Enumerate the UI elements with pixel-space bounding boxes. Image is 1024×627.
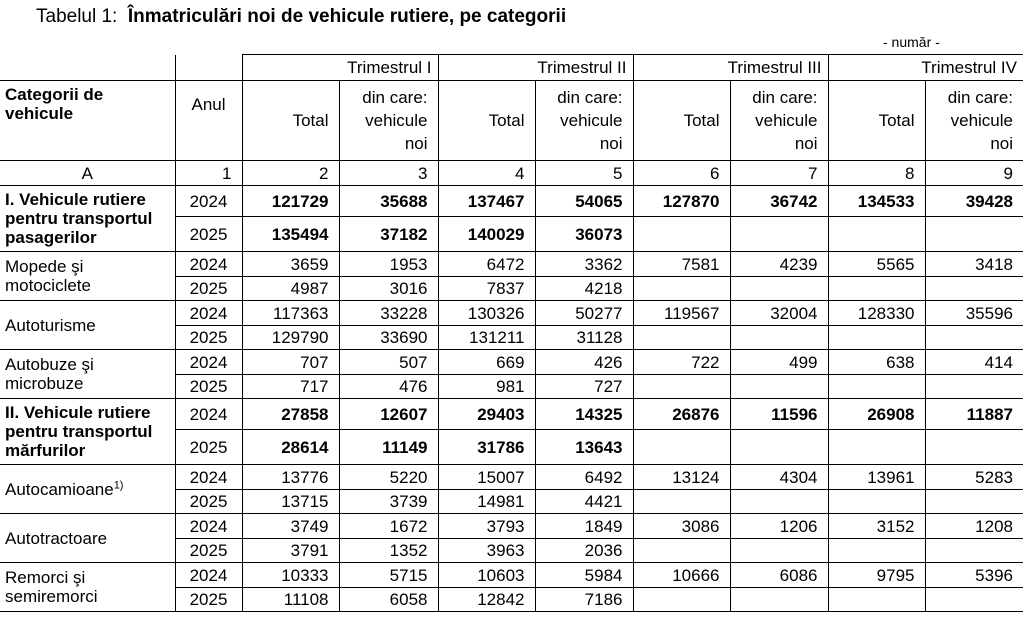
value-cell: 11149 <box>339 430 438 465</box>
value-cell: 5715 <box>339 563 438 588</box>
value-cell: 5565 <box>828 252 925 277</box>
category-cell <box>0 399 175 465</box>
value-cell: 7186 <box>535 588 633 612</box>
value-cell: 12842 <box>438 588 535 612</box>
year-cell: 2024 <box>175 186 242 217</box>
year-cell: 2025 <box>175 277 242 301</box>
value-cell <box>925 430 1023 465</box>
value-cell: 10603 <box>438 563 535 588</box>
value-cell: 5220 <box>339 465 438 490</box>
value-cell: 707 <box>242 350 339 375</box>
value-cell <box>730 430 828 465</box>
value-cell: 638 <box>828 350 925 375</box>
value-cell: 11887 <box>925 399 1023 430</box>
value-cell <box>730 217 828 252</box>
value-cell: 1206 <box>730 514 828 539</box>
category-label: I. Vehicule rutiere pentru transportul pasagerilor <box>5 190 153 247</box>
quarter-4-header: Trimestrul IV <box>828 55 1023 81</box>
value-cell: 4304 <box>730 465 828 490</box>
value-cell <box>633 326 730 350</box>
table-row <box>0 301 1023 326</box>
value-cell: 981 <box>438 375 535 399</box>
value-cell <box>730 490 828 514</box>
category-cell <box>0 514 175 563</box>
value-cell <box>925 539 1023 563</box>
value-cell: 29403 <box>438 399 535 430</box>
category-label: Autobuze şi microbuze <box>5 355 94 393</box>
value-cell: 7837 <box>438 277 535 301</box>
value-cell: 28614 <box>242 430 339 465</box>
value-cell: 2036 <box>535 539 633 563</box>
value-cell: 426 <box>535 350 633 375</box>
category-label: Remorci şi semiremorci <box>5 568 98 606</box>
table-row <box>0 514 1023 539</box>
value-cell: 6472 <box>438 252 535 277</box>
value-cell: 134533 <box>828 186 925 217</box>
q3-total-header: Total <box>633 81 730 161</box>
table-row <box>0 465 1023 490</box>
value-cell: 10333 <box>242 563 339 588</box>
registrations-table <box>0 54 1023 612</box>
value-cell <box>633 539 730 563</box>
value-cell: 39428 <box>925 186 1023 217</box>
column-index: 3 <box>339 161 438 186</box>
quarter-1-header: Trimestrul I <box>242 55 438 81</box>
value-cell: 131211 <box>438 326 535 350</box>
year-cell: 2025 <box>175 326 242 350</box>
table-title <box>36 6 566 28</box>
year-cell: 2024 <box>175 514 242 539</box>
value-cell: 13715 <box>242 490 339 514</box>
category-cell <box>0 465 175 514</box>
value-cell: 13776 <box>242 465 339 490</box>
value-cell: 3016 <box>339 277 438 301</box>
year-cell: 2025 <box>175 539 242 563</box>
value-cell <box>828 217 925 252</box>
value-cell: 1849 <box>535 514 633 539</box>
value-cell: 3793 <box>438 514 535 539</box>
value-cell: 717 <box>242 375 339 399</box>
value-cell: 54065 <box>535 186 633 217</box>
value-cell: 121729 <box>242 186 339 217</box>
year-cell: 2025 <box>175 430 242 465</box>
value-cell: 3791 <box>242 539 339 563</box>
value-cell: 26908 <box>828 399 925 430</box>
q4-total-header: Total <box>828 81 925 161</box>
value-cell <box>925 375 1023 399</box>
value-cell <box>925 277 1023 301</box>
value-cell: 14981 <box>438 490 535 514</box>
q2-new-header: din care: vehicule noi <box>535 81 633 161</box>
category-cell <box>0 301 175 350</box>
value-cell: 36073 <box>535 217 633 252</box>
value-cell: 3659 <box>242 252 339 277</box>
quarter-3-header: Trimestrul III <box>633 55 828 81</box>
value-cell <box>633 588 730 612</box>
value-cell <box>828 539 925 563</box>
year-cell: 2024 <box>175 252 242 277</box>
value-cell: 140029 <box>438 217 535 252</box>
value-cell: 414 <box>925 350 1023 375</box>
year-cell: 2024 <box>175 301 242 326</box>
value-cell <box>633 277 730 301</box>
value-cell: 11108 <box>242 588 339 612</box>
value-cell: 36742 <box>730 186 828 217</box>
value-cell: 26876 <box>633 399 730 430</box>
table-title-prefix: Tabelul 1: <box>36 6 118 27</box>
category-label: Autotractoare <box>5 528 108 548</box>
value-cell <box>730 326 828 350</box>
value-cell: 12607 <box>339 399 438 430</box>
unit-label: - număr - <box>883 34 940 50</box>
year-cell: 2025 <box>175 375 242 399</box>
column-index: 9 <box>925 161 1023 186</box>
value-cell <box>828 326 925 350</box>
value-cell: 127870 <box>633 186 730 217</box>
value-cell: 3418 <box>925 252 1023 277</box>
value-cell: 11596 <box>730 399 828 430</box>
category-header: Categorii de vehicule <box>0 81 175 161</box>
q3-new-header: din care: vehicule noi <box>730 81 828 161</box>
value-cell: 6058 <box>339 588 438 612</box>
value-cell: 33690 <box>339 326 438 350</box>
category-cell <box>0 186 175 252</box>
value-cell: 6086 <box>730 563 828 588</box>
value-cell <box>730 539 828 563</box>
quarter-2-header: Trimestrul II <box>438 55 633 81</box>
value-cell: 27858 <box>242 399 339 430</box>
category-label: II. Vehicule rutiere pentru transportul mărfurilor <box>5 403 153 460</box>
value-cell <box>730 375 828 399</box>
value-cell: 476 <box>339 375 438 399</box>
value-cell: 1672 <box>339 514 438 539</box>
value-cell: 3963 <box>438 539 535 563</box>
table-row <box>0 252 1023 277</box>
value-cell <box>828 490 925 514</box>
year-cell: 2025 <box>175 490 242 514</box>
value-cell: 32004 <box>730 301 828 326</box>
q1-total-header: Total <box>242 81 339 161</box>
value-cell: 117363 <box>242 301 339 326</box>
category-cell <box>0 252 175 301</box>
value-cell: 37182 <box>339 217 438 252</box>
value-cell: 507 <box>339 350 438 375</box>
value-cell <box>925 217 1023 252</box>
column-index: 4 <box>438 161 535 186</box>
category-cell <box>0 563 175 612</box>
column-index-row <box>0 161 1023 186</box>
column-index: 8 <box>828 161 925 186</box>
value-cell <box>633 490 730 514</box>
value-cell: 669 <box>438 350 535 375</box>
table-row <box>0 563 1023 588</box>
value-cell <box>828 430 925 465</box>
table-title-text: Înmatriculări noi de vehicule rutiere, pe categorii <box>127 6 567 27</box>
column-index-a: A <box>0 161 175 186</box>
value-cell: 722 <box>633 350 730 375</box>
value-cell: 50277 <box>535 301 633 326</box>
value-cell: 3362 <box>535 252 633 277</box>
value-cell: 31128 <box>535 326 633 350</box>
value-cell: 499 <box>730 350 828 375</box>
column-index: 6 <box>633 161 730 186</box>
value-cell: 7581 <box>633 252 730 277</box>
year-cell: 2024 <box>175 399 242 430</box>
value-cell: 14325 <box>535 399 633 430</box>
value-cell: 10666 <box>633 563 730 588</box>
value-cell: 15007 <box>438 465 535 490</box>
value-cell: 1208 <box>925 514 1023 539</box>
value-cell: 1352 <box>339 539 438 563</box>
value-cell: 4987 <box>242 277 339 301</box>
value-cell: 4239 <box>730 252 828 277</box>
value-cell: 35688 <box>339 186 438 217</box>
table-row <box>0 399 1023 430</box>
category-label: Autocamioane <box>5 479 114 499</box>
value-cell <box>925 588 1023 612</box>
q4-new-header: din care: vehicule noi <box>925 81 1023 161</box>
table-row <box>0 350 1023 375</box>
value-cell: 35596 <box>925 301 1023 326</box>
q2-total-header: Total <box>438 81 535 161</box>
value-cell: 13124 <box>633 465 730 490</box>
value-cell: 137467 <box>438 186 535 217</box>
year-cell: 2024 <box>175 563 242 588</box>
year-cell: 2025 <box>175 588 242 612</box>
value-cell: 4218 <box>535 277 633 301</box>
header-quarter-row <box>0 55 1023 81</box>
category-label: Autoturisme <box>5 315 96 335</box>
value-cell <box>633 430 730 465</box>
year-header: Anul <box>175 81 242 161</box>
value-cell: 5283 <box>925 465 1023 490</box>
column-index: 2 <box>242 161 339 186</box>
category-label: Mopede şi motociclete <box>5 257 91 295</box>
value-cell <box>828 375 925 399</box>
footnote-marker: 1) <box>113 478 124 491</box>
column-index: 1 <box>175 161 242 186</box>
column-index: 7 <box>730 161 828 186</box>
value-cell: 5396 <box>925 563 1023 588</box>
value-cell <box>730 277 828 301</box>
category-cell <box>0 350 175 399</box>
value-cell: 6492 <box>535 465 633 490</box>
value-cell: 130326 <box>438 301 535 326</box>
year-cell: 2024 <box>175 350 242 375</box>
value-cell: 119567 <box>633 301 730 326</box>
value-cell: 13643 <box>535 430 633 465</box>
value-cell <box>633 375 730 399</box>
column-index: 5 <box>535 161 633 186</box>
value-cell: 129790 <box>242 326 339 350</box>
table-row <box>0 186 1023 217</box>
value-cell: 9795 <box>828 563 925 588</box>
value-cell: 135494 <box>242 217 339 252</box>
value-cell: 33228 <box>339 301 438 326</box>
value-cell <box>828 588 925 612</box>
value-cell: 31786 <box>438 430 535 465</box>
value-cell: 3152 <box>828 514 925 539</box>
value-cell <box>828 277 925 301</box>
value-cell: 13961 <box>828 465 925 490</box>
q1-new-header: din care: vehicule noi <box>339 81 438 161</box>
value-cell: 727 <box>535 375 633 399</box>
value-cell: 128330 <box>828 301 925 326</box>
value-cell <box>925 326 1023 350</box>
value-cell: 5984 <box>535 563 633 588</box>
header-sub-row <box>0 81 1023 161</box>
value-cell: 3086 <box>633 514 730 539</box>
value-cell: 3749 <box>242 514 339 539</box>
year-cell: 2025 <box>175 217 242 252</box>
value-cell <box>730 588 828 612</box>
value-cell <box>633 217 730 252</box>
value-cell: 1953 <box>339 252 438 277</box>
year-cell: 2024 <box>175 465 242 490</box>
value-cell: 3739 <box>339 490 438 514</box>
value-cell: 4421 <box>535 490 633 514</box>
value-cell <box>925 490 1023 514</box>
